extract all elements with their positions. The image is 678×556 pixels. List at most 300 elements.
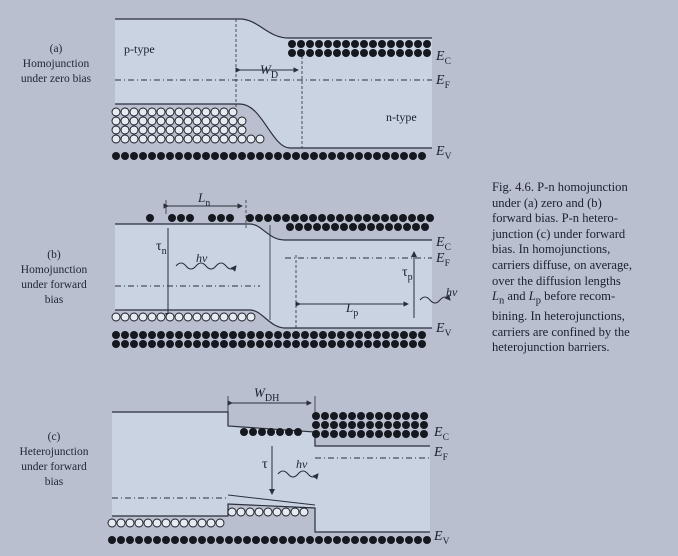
caption-line-3: forward bias. P-n hetero- [492, 211, 618, 226]
electron-dot [217, 214, 225, 222]
electron-dot [297, 40, 305, 48]
electron-dot [420, 430, 428, 438]
hole-dot [112, 135, 120, 143]
hole-dot [121, 108, 129, 116]
hole-dot [220, 135, 228, 143]
hole-dot [148, 135, 156, 143]
electron-dot [328, 331, 336, 339]
electron-dot [297, 49, 305, 57]
electron-dot [216, 536, 224, 544]
hole-dot [184, 108, 192, 116]
electron-dot [390, 214, 398, 222]
electron-dot [247, 340, 255, 348]
electron-dot [265, 331, 273, 339]
electron-dot [421, 223, 429, 231]
electron-dot [256, 152, 264, 160]
hole-dot [229, 117, 237, 125]
electron-dot [405, 40, 413, 48]
electron-dot [366, 412, 374, 420]
electron-dot [321, 430, 329, 438]
electron-dot [373, 340, 381, 348]
electron-dot [306, 49, 314, 57]
electron-dot [355, 340, 363, 348]
hole-dot [273, 508, 281, 516]
electron-dot [346, 152, 354, 160]
hole-dot [220, 126, 228, 134]
electron-dot [405, 49, 413, 57]
electron-dot [130, 331, 138, 339]
electron-dot [273, 214, 281, 222]
electron-dot [238, 152, 246, 160]
electron-dot [333, 49, 341, 57]
electron-dot [292, 340, 300, 348]
electron-dot [249, 428, 257, 436]
panel-c-line3: bias [44, 476, 64, 488]
hole-dot [193, 117, 201, 125]
electron-dot [399, 214, 407, 222]
electron-dot [285, 428, 293, 436]
electron-dot [184, 152, 192, 160]
electron-dot [319, 152, 327, 160]
electron-dot [282, 214, 290, 222]
electron-dot [369, 536, 377, 544]
electron-dot [411, 430, 419, 438]
hole-dot [211, 126, 219, 134]
hole-dot [166, 135, 174, 143]
hole-dot [291, 508, 299, 516]
hole-dot [157, 126, 165, 134]
electron-dot [117, 536, 125, 544]
hole-dot [175, 108, 183, 116]
electron-dot [297, 536, 305, 544]
electron-dot [426, 214, 434, 222]
electron-dot [375, 412, 383, 420]
hole-dot [139, 135, 147, 143]
electron-dot [279, 536, 287, 544]
electron-dot [175, 152, 183, 160]
panel-a-ef-label: $E_F$ [436, 73, 450, 91]
hole-dot [247, 135, 255, 143]
electron-dot [175, 331, 183, 339]
electron-dot [333, 40, 341, 48]
caption-line-2: under (a) zero and (b) [492, 195, 602, 210]
electron-dot [157, 331, 165, 339]
panel-a-ntype-label: n-type [386, 110, 417, 124]
electron-dot [186, 214, 194, 222]
electron-dot [373, 152, 381, 160]
panel-a-letter: (a) [49, 43, 63, 55]
electron-dot [346, 331, 354, 339]
panel-b-tau-p-label: $\tau_p$ [402, 265, 413, 283]
electron-dot [357, 412, 365, 420]
hole-dot [175, 117, 183, 125]
electron-dot [184, 340, 192, 348]
electron-dot [382, 331, 390, 339]
caption-line-11: heterojunction barriers. [492, 340, 610, 355]
hole-dot [148, 117, 156, 125]
electron-dot [157, 152, 165, 160]
electron-dot [301, 340, 309, 348]
hole-dot [228, 508, 236, 516]
hole-dot [255, 508, 263, 516]
hole-dot [175, 126, 183, 134]
electron-dot [252, 536, 260, 544]
electron-dot [409, 152, 417, 160]
electron-dot [364, 340, 372, 348]
electron-dot [391, 340, 399, 348]
hole-dot [202, 135, 210, 143]
hole-dot [184, 117, 192, 125]
electron-dot [375, 421, 383, 429]
electron-dot [229, 152, 237, 160]
electron-dot [412, 223, 420, 231]
electron-dot [121, 340, 129, 348]
electron-dot [294, 428, 302, 436]
electron-dot [330, 430, 338, 438]
electron-dot [139, 331, 147, 339]
electron-dot [402, 421, 410, 429]
electron-dot [328, 340, 336, 348]
electron-dot [369, 40, 377, 48]
panel-a-line1: Homojunction [22, 58, 90, 70]
electron-dot [364, 152, 372, 160]
electron-dot [342, 40, 350, 48]
electron-dot [256, 331, 264, 339]
hole-dot [229, 135, 237, 143]
panel-b-ln-label: $L_n$ [198, 190, 211, 209]
hole-dot [135, 519, 143, 527]
electron-dot [265, 152, 273, 160]
hole-dot [112, 126, 120, 134]
electron-dot [274, 331, 282, 339]
electron-dot [171, 536, 179, 544]
hole-dot [184, 135, 192, 143]
hole-dot [139, 117, 147, 125]
electron-dot [283, 331, 291, 339]
electron-dot [274, 340, 282, 348]
electron-dot [229, 340, 237, 348]
panel-c-wdh-label: $W_{DH}$ [254, 385, 280, 404]
electron-dot [360, 40, 368, 48]
electron-dot [121, 152, 129, 160]
electron-dot [304, 223, 312, 231]
electron-dot [261, 536, 269, 544]
electron-dot [276, 428, 284, 436]
electron-dot [328, 152, 336, 160]
electron-dot [146, 214, 154, 222]
hole-dot [171, 519, 179, 527]
electron-dot [409, 331, 417, 339]
hole-dot [211, 135, 219, 143]
electron-dot [346, 340, 354, 348]
panel-c-ec-label: $E_C$ [434, 425, 449, 443]
electron-dot [306, 40, 314, 48]
electron-dot [166, 331, 174, 339]
hole-dot [193, 108, 201, 116]
electron-dot [247, 152, 255, 160]
electron-dot [238, 340, 246, 348]
electron-dot [385, 223, 393, 231]
electron-dot [315, 40, 323, 48]
hole-dot [153, 519, 161, 527]
panel-b-ef-label: $E_F$ [436, 251, 450, 269]
hole-dot [193, 313, 201, 321]
panel-b-lp-label: $L_p$ [346, 300, 359, 319]
electron-dot [313, 223, 321, 231]
hole-dot [130, 126, 138, 134]
electron-dot [225, 536, 233, 544]
electron-dot [339, 430, 347, 438]
hole-dot [237, 508, 245, 516]
panel-c-diagram [108, 385, 450, 547]
electron-dot [384, 421, 392, 429]
electron-dot [265, 340, 273, 348]
panel-c-line2: under forward [21, 461, 87, 473]
hole-dot [198, 519, 206, 527]
electron-dot [315, 49, 323, 57]
electron-dot [193, 152, 201, 160]
electron-dot [130, 152, 138, 160]
hole-dot [139, 108, 147, 116]
electron-dot [246, 214, 254, 222]
electron-dot [337, 340, 345, 348]
electron-dot [366, 421, 374, 429]
electron-dot [367, 223, 375, 231]
hole-dot [157, 108, 165, 116]
hole-dot [148, 126, 156, 134]
electron-dot [139, 340, 147, 348]
hole-dot [130, 135, 138, 143]
electron-dot [345, 214, 353, 222]
electron-dot [357, 421, 365, 429]
panel-b-line3: bias [44, 294, 64, 306]
electron-dot [384, 412, 392, 420]
hole-dot [216, 519, 224, 527]
electron-dot [327, 214, 335, 222]
electron-dot [418, 340, 426, 348]
panel-b-hv-left-label: hν [196, 251, 208, 265]
electron-dot [243, 536, 251, 544]
electron-dot [139, 152, 147, 160]
electron-dot [226, 214, 234, 222]
hole-dot [189, 519, 197, 527]
electron-dot [256, 340, 264, 348]
electron-dot [162, 536, 170, 544]
electron-dot [360, 49, 368, 57]
hole-dot [130, 117, 138, 125]
hole-dot [193, 135, 201, 143]
electron-dot [292, 331, 300, 339]
electron-dot [288, 49, 296, 57]
electron-dot [238, 331, 246, 339]
electron-dot [400, 152, 408, 160]
electron-dot [342, 536, 350, 544]
electron-dot [402, 430, 410, 438]
hole-dot [130, 313, 138, 321]
electron-dot [360, 536, 368, 544]
electron-dot [288, 536, 296, 544]
caption-line-1: Fig. 4.6. P-n homojunction [492, 180, 628, 194]
electron-dot [387, 40, 395, 48]
hole-dot [148, 108, 156, 116]
panel-b-letter: (b) [47, 249, 61, 261]
electron-dot [319, 331, 327, 339]
panel-a-ev-label: $E_V$ [436, 144, 452, 162]
electron-dot [286, 223, 294, 231]
panel-b-line1: Homojunction [20, 264, 88, 276]
hole-dot [157, 135, 165, 143]
electron-dot [355, 331, 363, 339]
electron-dot [364, 331, 372, 339]
electron-dot [270, 536, 278, 544]
electron-dot [330, 412, 338, 420]
panel-b-ec-label: $E_C$ [436, 235, 451, 253]
electron-dot [393, 430, 401, 438]
hole-dot [166, 126, 174, 134]
electron-dot [211, 340, 219, 348]
electron-dot [396, 49, 404, 57]
electron-dot [240, 428, 248, 436]
electron-dot [220, 331, 228, 339]
hole-dot [162, 519, 170, 527]
hole-dot [139, 126, 147, 134]
electron-dot [349, 223, 357, 231]
electron-dot [175, 340, 183, 348]
hole-dot [207, 519, 215, 527]
hole-dot [247, 313, 255, 321]
hole-dot [202, 117, 210, 125]
electron-dot [420, 421, 428, 429]
electron-dot [382, 340, 390, 348]
electron-dot [255, 214, 263, 222]
electron-dot [144, 536, 152, 544]
hole-dot [175, 135, 183, 143]
electron-dot [393, 412, 401, 420]
electron-dot [198, 536, 206, 544]
hole-dot [157, 313, 165, 321]
electron-dot [396, 536, 404, 544]
electron-dot [366, 430, 374, 438]
electron-dot [403, 223, 411, 231]
panel-c-hv-label: hν [296, 457, 308, 471]
hole-dot [121, 313, 129, 321]
panel-a-ec-label: $E_C$ [436, 49, 451, 67]
electron-dot [423, 49, 431, 57]
electron-dot [310, 340, 318, 348]
hole-dot [117, 519, 125, 527]
hole-dot [211, 108, 219, 116]
electron-dot [355, 152, 363, 160]
electron-dot [126, 536, 134, 544]
electron-dot [157, 340, 165, 348]
hole-dot [166, 117, 174, 125]
electron-dot [418, 152, 426, 160]
hole-dot [220, 108, 228, 116]
electron-dot [184, 331, 192, 339]
hole-dot [202, 126, 210, 134]
hole-dot [112, 313, 120, 321]
hole-dot [220, 313, 228, 321]
electron-dot [112, 331, 120, 339]
hole-dot [144, 519, 152, 527]
panel-c-ef-label: $E_F$ [434, 445, 448, 463]
electron-dot [312, 412, 320, 420]
electron-dot [339, 421, 347, 429]
electron-dot [177, 214, 185, 222]
electron-dot [378, 536, 386, 544]
panel-b-diagram [112, 190, 458, 348]
electron-dot [391, 152, 399, 160]
electron-dot [168, 214, 176, 222]
hole-dot [121, 135, 129, 143]
electron-dot [130, 340, 138, 348]
panel-c-electrons [240, 412, 428, 438]
electron-dot [402, 412, 410, 420]
electron-dot [387, 536, 395, 544]
hole-dot [202, 313, 210, 321]
panel-a-wd-label: $W_D$ [260, 62, 279, 81]
caption-line-5: bias. In homojunctions, [492, 242, 611, 257]
electron-dot [405, 536, 413, 544]
electron-dot [351, 536, 359, 544]
electron-dot [220, 152, 228, 160]
hole-dot [126, 519, 134, 527]
electron-dot [378, 49, 386, 57]
electron-dot [373, 331, 381, 339]
panel-c-tau-label: τ [262, 457, 268, 472]
electron-dot [208, 214, 216, 222]
electron-dot [153, 536, 161, 544]
caption-line-9: bining. In heterojunctions, [492, 309, 625, 324]
electron-dot [330, 421, 338, 429]
hole-dot [193, 126, 201, 134]
hole-dot [229, 126, 237, 134]
electron-dot [396, 40, 404, 48]
panel-a-ptype-label: p-type [124, 42, 155, 56]
electron-dot [336, 214, 344, 222]
electron-dot [414, 536, 422, 544]
hole-dot [148, 313, 156, 321]
electron-dot [108, 536, 116, 544]
electron-dot [375, 430, 383, 438]
electron-dot [414, 40, 422, 48]
electron-dot [387, 49, 395, 57]
electron-dot [148, 331, 156, 339]
hole-dot [229, 313, 237, 321]
hole-dot [211, 117, 219, 125]
hole-dot [264, 508, 272, 516]
hole-dot [139, 313, 147, 321]
electron-dot [400, 340, 408, 348]
electron-dot [283, 340, 291, 348]
electron-dot [211, 152, 219, 160]
electron-dot [372, 214, 380, 222]
electron-dot [411, 421, 419, 429]
electron-dot [166, 152, 174, 160]
panel-a-line2: under zero bias [20, 73, 92, 85]
electron-dot [306, 536, 314, 544]
electron-dot [363, 214, 371, 222]
panel-b-line2: under forward [21, 279, 87, 291]
electron-dot [274, 152, 282, 160]
hole-dot [180, 519, 188, 527]
electron-dot [258, 428, 266, 436]
electron-dot [267, 428, 275, 436]
electron-dot [310, 152, 318, 160]
electron-dot [166, 340, 174, 348]
electron-dot [348, 421, 356, 429]
caption-line-10: carriers are confined by the [492, 324, 630, 339]
